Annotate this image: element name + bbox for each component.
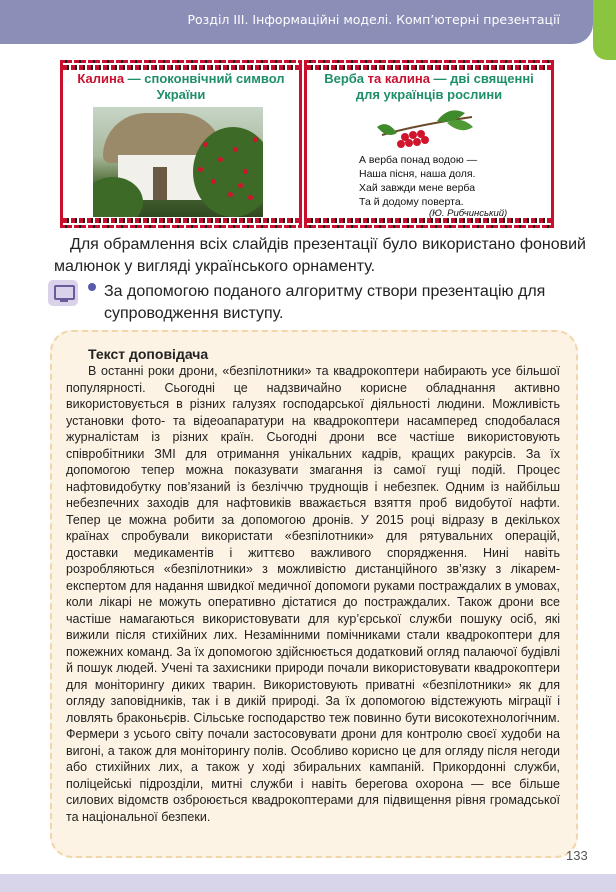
slide-verba <box>304 60 554 228</box>
ornament-border <box>63 218 299 223</box>
speaker-text-box <box>50 330 578 858</box>
speaker-text-title: Текст доповідача <box>88 346 209 362</box>
poem-line: Хай завжди мене верба <box>359 182 476 194</box>
poem-line: Та й додому поверта. <box>359 196 464 208</box>
section-title: Розділ ІІІ. Інформаційні моделі. Комп’ютерні презентації <box>187 12 560 27</box>
footer-bar <box>0 874 616 892</box>
header-bar <box>0 0 593 44</box>
house-door <box>153 167 167 200</box>
computer-icon <box>48 280 78 306</box>
poem-author: (Ю. Рибчинський) <box>429 208 508 219</box>
ornament-border <box>307 65 551 70</box>
page-number: 133 <box>566 848 588 863</box>
poem-line: А верба понад водою — <box>359 154 478 166</box>
ornament-paragraph: Для обрамлення всіх слайдів презентації було використано фоновий малюнок у вигляді українського орнаменту. <box>54 236 586 275</box>
speaker-text-body: В останні роки дрони, «безпілотники» та квадрокоптери набирають усе більшої популярності. Сьогодні це надзвичайно корисне обладнання активно використовується в різних галузях господарської діяльності людини. Можливість установки фото- та відеоапаратури на квадрокоптери насамперед сподобалася журналістам із різних країн. Сьогодні дрони все частіше використовують співробітники ЗМІ для отримання унікальних кадрів, кращих ракурсів. За їх допомогою тепер можна показувати змагання із самої гущі подій. Процес нафтовидобутку пов’язаний із безліччю труднощів і небезпек. Одним із найбільш небезпечних заходів для нафтовиків вважається взяття проб видобутої нафти. Тепер це можна робити за допомогою дронів. У 2015 році відразу в декількох країнах спробували використати «безпілотники» для рятувальних операцій, доставки медикаментів і життєво важливого спорядження. Нині навіть розробляються «безпілотники» з можливістю дистанційного зв’язку з лікарем-експертом для надання швидкої медичної допомоги руками постраждалих в умовах, коли лікарі не можуть оперативно дістатися до постраждалих. Також дрони все частіше намагаються використовувати для кур’єрської служби пошуку осіб, які вижили після стихійних лих. Незамінними помічниками стали квадрокоптери для пожежних команд. За їх допомогою здійснюється додатковий огляд палаючої будівлі й пошук людей. Учені та захисники природи почали використовувати квадрокоптери для моніторингу диких тварин. Використовують приватні «безпілотники» як для огляду заповідників, так і в дикій природі. За їх допомогою відстежують міграції і ловлять браконьєрів. Сільське господарство теж повинно бути високотехнологічним. Фермери з усього світу почали застосовувати дрони для контролю своєї худоби на вигоні, а також для моніторингу полів. Особливо корисно це для огляду після негоди або стихійних лих, а також у ході збиральних кампаній. Прикордонні служби, поліцейські підрозділи, митні служби і навіть берегова охорона — все більше силових відомств озброюється квадрокоптерами для підвищення рівня громадської та національної безпеки. <box>66 364 560 824</box>
bullet-dot <box>88 283 96 291</box>
task-text: За допомогою поданого алгоритму створи презентацію для супроводження виступу. <box>104 283 546 322</box>
poem-line: Наша пісня, наша доля. <box>359 168 476 180</box>
kalyna-branch-icon <box>377 105 477 149</box>
slide-title: Верба та калина — дві священні для українців рослини <box>324 71 534 102</box>
slide-kalyna <box>60 60 302 228</box>
kalyna-photo <box>93 107 263 217</box>
section-tab <box>593 0 616 60</box>
slide-title: Калина — споконвічний символ України <box>77 71 285 102</box>
ornament-border <box>63 65 299 70</box>
poem <box>359 153 477 209</box>
